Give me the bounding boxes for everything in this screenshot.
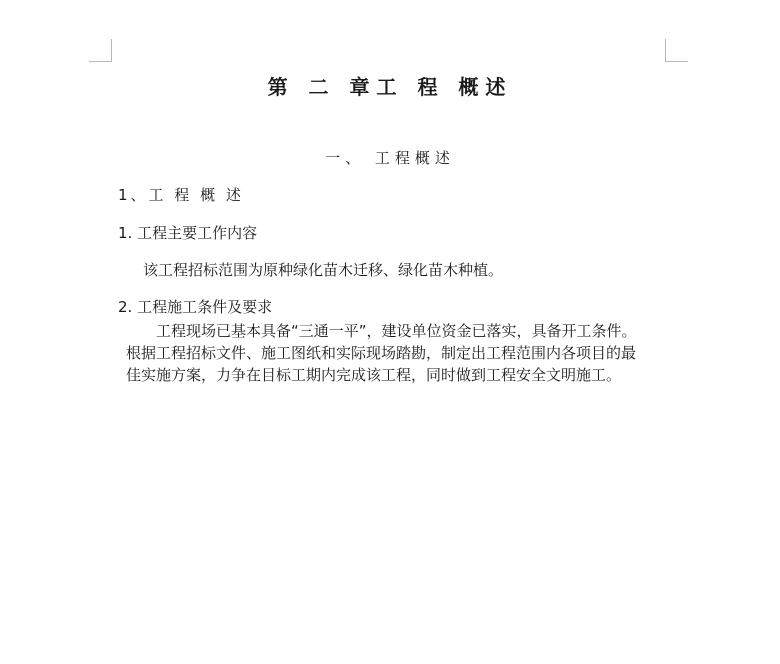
section-heading: 一、 工程概述: [325, 149, 455, 167]
margin-corner-mark-top-left: [89, 39, 112, 62]
paragraph-line: 佳实施方案，力争在目标工期内完成该工程，同时做到工程安全文明施工。: [126, 366, 622, 384]
paragraph-line: 工程现场已基本具备“三通一平”，建设单位资金已落实，具备开工条件。: [156, 322, 637, 340]
item-2-paragraph: [126, 320, 671, 386]
sub-heading: 1、工 程 概 述: [118, 186, 244, 204]
item-1-body: 该工程招标范围为原种绿化苗木迁移、绿化苗木种植。: [143, 261, 504, 279]
paragraph-line: 根据工程招标文件、施工图纸和实际现场踏勘，制定出工程范围内各项目的最: [126, 344, 637, 362]
chapter-title: 第 二 章工 程 概述: [267, 75, 513, 99]
item-1-title: 1. 工程主要工作内容: [118, 224, 258, 242]
margin-corner-mark-top-right: [665, 39, 688, 62]
item-2-title: 2. 工程施工条件及要求: [118, 298, 273, 316]
